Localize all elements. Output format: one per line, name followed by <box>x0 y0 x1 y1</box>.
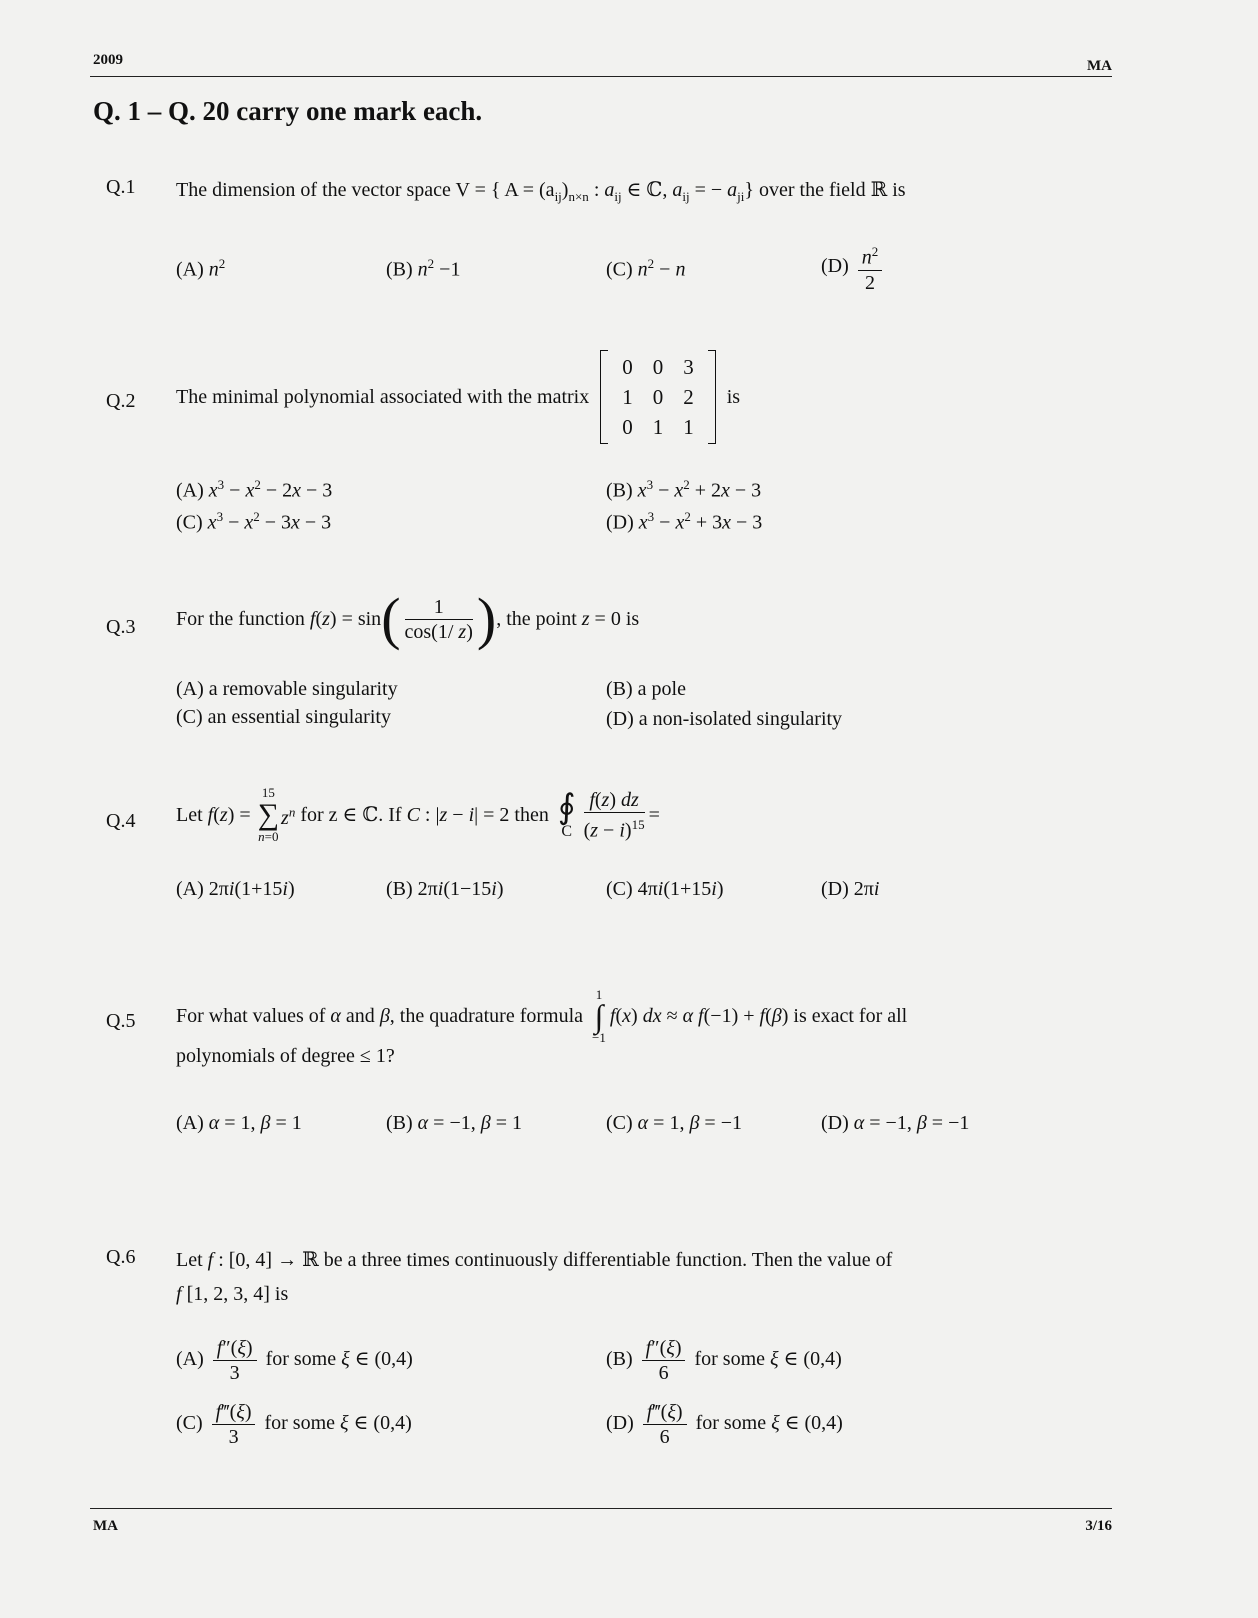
option-c[interactable]: (C) $n^2 - n$ <box>606 256 686 281</box>
option-c[interactable]: (C) α = 1, β = −1 <box>606 1112 742 1134</box>
question-number: Q.1 <box>106 176 136 198</box>
footer-paper-code: MA <box>93 1518 118 1534</box>
option-a[interactable]: (A) α = 1, β = 1 <box>176 1112 302 1134</box>
option-a[interactable]: (A) 2πi(1+15i) <box>176 878 295 900</box>
header-rule <box>90 76 1112 77</box>
option-b[interactable]: (B) $n^2 -1$ <box>386 256 461 281</box>
section-title: Q. 1 – Q. 20 carry one mark each. <box>93 96 483 126</box>
question-number: Q.4 <box>106 810 136 832</box>
option-d[interactable]: (D) 2πi <box>821 878 880 900</box>
footer-rule <box>90 1508 1112 1509</box>
question-2 <box>96 350 1112 540</box>
option-b[interactable]: (B) $\frac{f''(\xi)}{6}$ for some ξ ∈ (0,4) <box>606 1337 842 1384</box>
question-6 <box>96 1246 1112 1486</box>
question-text-line-2: f [1, 2, 3, 4] is <box>176 1283 289 1305</box>
option-d[interactable]: (D) α = −1, β = −1 <box>821 1112 970 1134</box>
question-number: Q.5 <box>106 1010 136 1032</box>
option-b[interactable]: (B) α = −1, β = 1 <box>386 1112 522 1134</box>
question-1 <box>96 176 1112 306</box>
question-text: For what values of α and β, the quadrature formula 1 ∫ −1 f(x) dx ≈ α f(−1) + f(β) is exact for all <box>176 987 908 1045</box>
option-d[interactable]: (D) $\frac{n^2}{2}$ <box>821 240 886 295</box>
option-d[interactable]: (D) a non-isolated singularity <box>606 708 843 730</box>
question-5 <box>96 988 1112 1158</box>
question-text: Let f : [0, 4] → ℝ be a three times continuously differentiable function. Then the value of <box>176 1249 893 1271</box>
option-c[interactable]: (C) an essential singularity <box>176 706 391 728</box>
option-b[interactable]: (B) a pole <box>606 678 686 700</box>
question-number: Q.2 <box>106 390 136 412</box>
option-a[interactable]: (A) $\frac{f''(\xi)}{3}$ for some ξ ∈ (0,4) <box>176 1337 413 1384</box>
option-d[interactable]: (D) $\frac{f‴(\xi)}{6}$ for some ξ ∈ (0,4) <box>606 1401 843 1448</box>
option-a[interactable]: (A) $n^2$ <box>176 256 226 281</box>
option-d[interactable]: (D) $x^3 - x^2 + 3x - 3$ <box>606 509 763 534</box>
option-b[interactable]: (B) 2πi(1−15i) <box>386 878 504 900</box>
question-4 <box>96 786 1112 916</box>
matrix: 0 0 3 1 0 2 0 1 1 <box>600 350 716 444</box>
header-paper-code: MA <box>1087 58 1112 74</box>
option-a[interactable]: (A) a removable singularity <box>176 678 398 700</box>
header-year: 2009 <box>93 52 123 68</box>
question-text: For the function f(z) = sin( $\frac{1}{\cos(1/ z)}$ ), the point z = 0 is <box>176 586 640 651</box>
question-number: Q.6 <box>106 1246 136 1268</box>
question-3 <box>96 586 1112 750</box>
question-text: Let f(z) = 15 ∑ n=0 $z^n$ for z ∈ ℂ. If C : |z − i| = 2 then ∮ C $\frac{f(z) dz}{(z - i)^{15}}$ = <box>176 785 660 844</box>
option-a[interactable]: (A) $x^3 - x^2 - 2x - 3$ <box>176 477 333 502</box>
option-c[interactable]: (C) $x^3 - x^2 - 3x - 3$ <box>176 509 332 534</box>
option-b[interactable]: (B) $x^3 - x^2 + 2x - 3$ <box>606 477 762 502</box>
option-c[interactable]: (C) 4πi(1+15i) <box>606 878 724 900</box>
question-text: The dimension of the vector space V = { $A = (a_{ij})_{n\times n}$ : $a_{ij}$ ∈ ℂ, $a_{ij}$ = − $a_{ji}$} over the field ℝ is <box>176 179 906 204</box>
question-text: The minimal polynomial associated with the matrix 0 0 3 1 0 2 0 1 1 is <box>176 350 1112 444</box>
option-c[interactable]: (C) $\frac{f‴(\xi)}{3}$ for some ξ ∈ (0,4) <box>176 1401 412 1448</box>
question-number: Q.3 <box>106 616 136 638</box>
page-number: 3/16 <box>1085 1518 1112 1534</box>
question-text-line-2: polynomials of degree ≤ 1? <box>176 1045 395 1067</box>
